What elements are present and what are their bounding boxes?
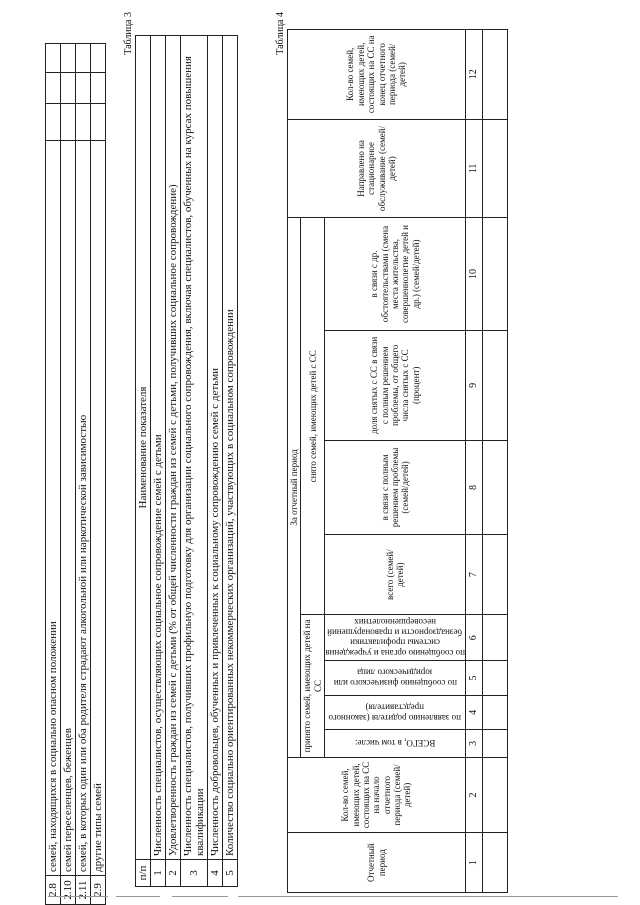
row-number: 5 (223, 860, 238, 887)
empty-cell (483, 30, 508, 120)
column-number: 10 (466, 218, 483, 330)
row-number: 2.9 (91, 876, 106, 905)
column-number: 9 (466, 330, 483, 440)
row-number: 2.11 (76, 876, 91, 905)
row-number: 2 (166, 860, 181, 887)
empty-cell (483, 440, 508, 534)
row-text: Численность специалистов, получивших профильную подготовку для организации социального сопровождения, включая специалистов, обученных на курсах повышения квалификации (181, 36, 208, 860)
header-removed-total: всего (семей/детей) (325, 535, 466, 615)
empty-cell (76, 104, 91, 141)
empty-cell (91, 44, 106, 73)
column-number: 8 (466, 440, 483, 534)
header-start-count: Кол-во семей, имеющих детей, состоящих на СС на начало отчетного периода (семей/детей) (288, 757, 466, 833)
header-removed-share: доля снятых с СС в связи с полным решением проблемы, от общего числа снятых с СС (процент) (325, 330, 466, 440)
column-number-row (466, 30, 483, 893)
row-text: Количество социально ориентированных некоммерческих организаций, участвующих в социальном сопровождении (223, 36, 238, 860)
empty-cell (61, 73, 76, 104)
empty-cell (61, 44, 76, 73)
header-period: Отчетный период (288, 833, 466, 893)
row-text: Удовлетворенность граждан из семей с детьми (% от общей численности граждан из семей с детьми, получивших социальное сопровождение) (166, 36, 181, 860)
column-number: 6 (466, 615, 483, 661)
column-number: 3 (466, 730, 483, 758)
column-number: 12 (466, 30, 483, 120)
empty-cell (483, 661, 508, 695)
column-number: 5 (466, 661, 483, 695)
table-row (223, 36, 238, 887)
table-header-row (288, 30, 301, 893)
header-by-parent: по заявлению родителя (законного представителя) (325, 695, 466, 729)
empty-cell (483, 615, 508, 661)
empty-cell (483, 218, 508, 330)
row-text: Численность добровольцев, обученных и привлеченных к социальному сопровождению семей с детьми (208, 36, 223, 860)
table-row (208, 36, 223, 887)
header-removed-other: в связи с др. обстоятельствами (смена места жительства, совершеннолетие детей и др.) (семей/детей) (325, 218, 466, 330)
empty-cell (91, 73, 106, 104)
empty-cell (483, 757, 508, 833)
header-accepted: принято семей, имеющих детей на СС (301, 615, 325, 757)
table-row (151, 36, 166, 887)
header-by-person: по сообщению физического или юридического лица (325, 661, 466, 695)
footer-scan-marks (0, 893, 640, 901)
header-removed-solved: в связи с полным решением проблемы (семей/детей) (325, 440, 466, 534)
divider (116, 896, 160, 897)
column-number: 7 (466, 535, 483, 615)
row-number: 3 (181, 860, 208, 887)
table4-caption: Таблица 4 (275, 12, 286, 55)
row-number: 2.8 (46, 876, 61, 905)
header-total-incl: ВСЕГО, в том числе: (325, 730, 466, 758)
divider (172, 896, 228, 897)
empty-cell (483, 695, 508, 729)
column-number: 4 (466, 695, 483, 729)
table-row (76, 44, 91, 905)
empty-cell (76, 44, 91, 73)
empty-cell (91, 104, 106, 141)
table4 (287, 29, 508, 893)
empty-cell (61, 104, 76, 141)
empty-cell (483, 730, 508, 758)
empty-cell (46, 104, 61, 141)
empty-cell (483, 330, 508, 440)
table-row (483, 30, 508, 893)
empty-cell (483, 833, 508, 893)
table3 (135, 35, 238, 887)
row-text: семей переселенцев, беженцев (61, 141, 76, 876)
empty-cell (76, 73, 91, 104)
table-row (46, 44, 61, 905)
table-row (166, 36, 181, 887)
header-by-agency: по сообщению органа и учреждения системы профилактики безнадзорности и правонарушений несовершеннолетних (325, 615, 466, 661)
table-header-row (136, 36, 151, 887)
column-number: 2 (466, 757, 483, 833)
empty-cell (483, 535, 508, 615)
row-number: 2.10 (61, 876, 76, 905)
table-row (91, 44, 106, 905)
empty-cell (483, 119, 508, 218)
row-text: семей, в которых один или оба родителя страдают алкогольной или наркотической зависимостью (76, 141, 91, 876)
row-text: семей, находящихся в социально опасном положении (46, 141, 61, 876)
row-number: 4 (208, 860, 223, 887)
divider (238, 896, 618, 897)
header-end-count: Кол-во семей, имеющих детей, состоящих на СС на конец отчетного периода (семей/детей) (288, 30, 466, 120)
empty-cell (46, 44, 61, 73)
table2-tail (45, 43, 106, 905)
divider (48, 896, 108, 897)
row-text: Численность специалистов, осуществляющих социальное сопровождение семей с детьми (151, 36, 166, 860)
header-removed: снято семей, имеющих детей с СС (301, 218, 325, 615)
row-text: другие типы семей (91, 141, 106, 876)
column-number: 1 (466, 833, 483, 893)
column-number: 11 (466, 119, 483, 218)
header-name: Наименование показателя (136, 36, 151, 860)
table-row (61, 44, 76, 905)
row-number: 1 (151, 860, 166, 887)
header-inpatient: Направлено на стационарное обслуживание (семей/детей) (288, 119, 466, 218)
table-row (181, 36, 208, 887)
empty-cell (46, 73, 61, 104)
header-during-period: За отчетный период (288, 218, 301, 757)
header-number: п/п (136, 860, 151, 887)
table3-caption: Таблица 3 (123, 12, 134, 55)
